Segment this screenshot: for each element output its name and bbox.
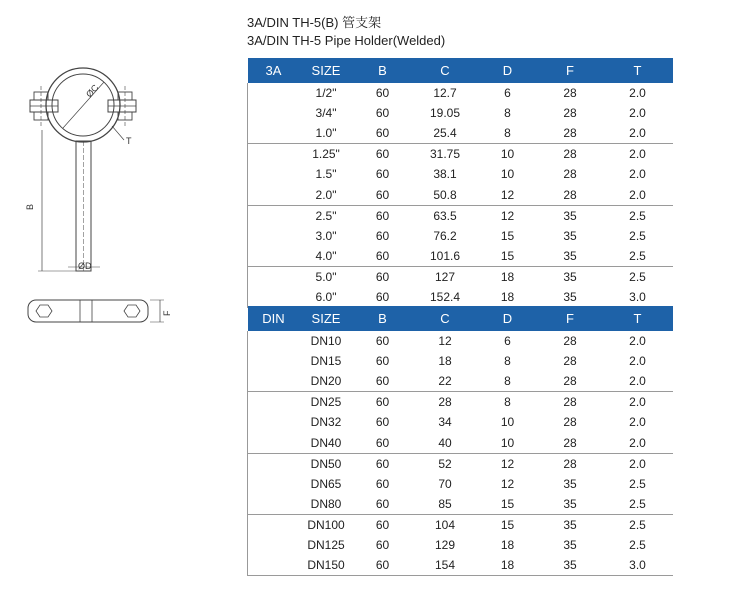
table-cell: 1.25"	[300, 144, 353, 165]
table-cell: 101.6	[429, 248, 461, 263]
table-cell: 18	[438, 354, 452, 369]
label-b: B	[25, 203, 35, 210]
table-cell: 60	[353, 555, 413, 576]
table-cell: 52	[413, 453, 478, 474]
table-cell	[248, 453, 300, 474]
table-cell: 35	[563, 537, 577, 552]
table-cell	[248, 123, 300, 144]
table-cell: 63.5	[413, 205, 478, 226]
table-cell: 2.0"	[315, 187, 337, 202]
table-cell: 60	[375, 86, 390, 101]
table-cell: DN20	[310, 374, 342, 389]
table-cell: 2.0	[603, 144, 673, 165]
header-t: T	[603, 58, 673, 83]
table-row	[248, 184, 673, 205]
table-cell: 2.5	[629, 496, 646, 511]
table-cell: 60	[375, 374, 390, 389]
table-cell: 35	[563, 476, 577, 491]
table-cell: 3/4"	[315, 106, 337, 121]
table-cell: 2.0	[603, 392, 673, 413]
table-cell: 28	[538, 144, 603, 165]
table-cell: 60	[353, 287, 413, 308]
table-cell: 76.2	[433, 228, 457, 243]
table-cell	[248, 474, 300, 494]
table-cell: 35	[538, 287, 603, 308]
table-cell: 127	[413, 266, 478, 287]
table-cell: 60	[375, 248, 390, 263]
table-cell: DN40	[310, 435, 342, 450]
table-cell: 4.0"	[315, 248, 337, 263]
table-cell: 22	[438, 374, 452, 389]
table-cell: 12	[478, 453, 538, 474]
header-size: SIZE	[300, 306, 353, 331]
table-cell	[248, 331, 300, 351]
table-cell: 10	[478, 144, 538, 165]
table-row	[248, 123, 673, 144]
table-cell: 18	[478, 555, 538, 576]
table-cell: 35	[563, 496, 577, 511]
bottom-view-hole-left	[36, 305, 52, 317]
table-din	[247, 306, 673, 576]
table-cell: DN50	[300, 453, 353, 474]
table-row	[248, 494, 673, 515]
table-cell: 60	[375, 167, 390, 182]
bottom-view-strap	[28, 300, 148, 322]
ring-inner	[52, 74, 114, 136]
table-cell: 15	[500, 496, 515, 511]
header-standard: DIN	[248, 306, 300, 331]
table-cell: 12.7	[433, 86, 457, 101]
table-cell: 2.0	[629, 334, 646, 349]
table-cell: DN10	[310, 334, 342, 349]
table-cell: 28	[563, 354, 577, 369]
table-cell: 12	[500, 476, 515, 491]
table-din-header-row	[248, 306, 673, 331]
table-cell: 28	[563, 415, 577, 430]
table-cell: 129	[434, 537, 456, 552]
title-english: 3A/DIN TH-5 Pipe Holder(Welded)	[247, 33, 446, 48]
table-cell	[248, 287, 300, 308]
table-cell: 60	[353, 514, 413, 535]
table-cell: 2.5	[629, 248, 646, 263]
table-cell: 28	[538, 453, 603, 474]
table-cell	[248, 226, 300, 246]
table-cell: 2.5	[603, 266, 673, 287]
table-cell: 70	[438, 476, 452, 491]
table-row	[248, 246, 673, 267]
header-d: D	[478, 58, 538, 83]
table-row	[248, 371, 673, 392]
table-row	[248, 205, 673, 226]
table-cell: 8	[504, 106, 511, 121]
table-row	[248, 164, 673, 184]
table-cell: 2.5	[629, 476, 646, 491]
table-cell: 8	[504, 374, 511, 389]
pipe-holder-drawing	[20, 60, 220, 360]
table-cell: 60	[375, 126, 390, 141]
table-cell: 12	[500, 187, 515, 202]
table-cell: 60	[353, 266, 413, 287]
table-cell: 2.0	[629, 415, 646, 430]
table-cell: 2.5	[603, 205, 673, 226]
table-din-body	[248, 331, 673, 576]
table-cell: 50.8	[433, 187, 457, 202]
table-cell: 15	[500, 248, 515, 263]
table-cell: DN100	[300, 514, 353, 535]
table-cell: 60	[375, 334, 390, 349]
header-f: F	[538, 306, 603, 331]
table-3a	[247, 58, 673, 308]
table-cell: 28	[563, 435, 577, 450]
table-cell: 18	[500, 537, 515, 552]
header-standard: 3A	[248, 58, 300, 83]
table-cell: 28	[563, 167, 577, 182]
table-cell: 18	[478, 266, 538, 287]
table-cell: DN80	[310, 496, 342, 511]
table-cell: 40	[438, 435, 452, 450]
table-row	[248, 412, 673, 432]
table-cell: 60	[375, 537, 390, 552]
table-row	[248, 331, 673, 351]
table-3a-header-row	[248, 58, 673, 83]
header-f: F	[538, 58, 603, 83]
label-diameter-c: ØC	[84, 82, 101, 100]
table-cell: 25.4	[433, 126, 457, 141]
table-row	[248, 392, 673, 413]
table-cell: DN125	[307, 537, 345, 552]
table-cell: 6	[504, 334, 511, 349]
table-cell: 2.5"	[300, 205, 353, 226]
header-t: T	[603, 306, 673, 331]
table-cell: 2.0	[629, 435, 646, 450]
table-cell	[248, 144, 300, 165]
table-cell: 60	[375, 228, 390, 243]
table-cell	[248, 184, 300, 205]
table-cell	[248, 103, 300, 123]
table-row	[248, 351, 673, 371]
table-cell: 8	[504, 126, 511, 141]
table-cell: 10	[500, 435, 515, 450]
table-cell: 31.75	[413, 144, 478, 165]
table-cell	[248, 164, 300, 184]
table-cell: 6.0"	[300, 287, 353, 308]
table-cell: 35	[563, 248, 577, 263]
table-cell: 8	[478, 392, 538, 413]
table-cell: 35	[538, 266, 603, 287]
header-c: C	[413, 58, 478, 83]
table-cell: 1.5"	[315, 167, 337, 182]
table-cell: 10	[500, 167, 515, 182]
header-c: C	[413, 306, 478, 331]
table-row	[248, 144, 673, 165]
table-cell: 2.5	[629, 228, 646, 243]
table-cell: 60	[353, 144, 413, 165]
table-cell	[248, 205, 300, 226]
table-cell: 28	[563, 106, 577, 121]
table-cell: 35	[563, 228, 577, 243]
table-cell: 35	[538, 514, 603, 535]
table-cell: 2.0	[629, 106, 646, 121]
table-cell: 2.0	[629, 167, 646, 182]
table-cell: 60	[375, 106, 390, 121]
table-cell: 60	[375, 476, 390, 491]
table-cell	[248, 432, 300, 453]
table-cell: 35	[538, 555, 603, 576]
table-cell: 85	[438, 496, 452, 511]
table-cell: 154	[413, 555, 478, 576]
table-cell: 34	[438, 415, 452, 430]
table-cell	[248, 351, 300, 371]
table-cell: 2.0	[629, 187, 646, 202]
table-row	[248, 555, 673, 576]
table-row	[248, 83, 673, 103]
title-chinese: 3A/DIN TH-5(B) 管支架	[247, 15, 382, 30]
table-cell: 19.05	[429, 106, 461, 121]
table-cell: 28	[413, 392, 478, 413]
table-cell: DN25	[300, 392, 353, 413]
table-cell: 12	[478, 205, 538, 226]
table-cell: 6	[504, 86, 511, 101]
table-cell: 5.0"	[300, 266, 353, 287]
table-cell: 60	[375, 415, 390, 430]
label-diameter-d: ØD	[78, 261, 92, 271]
table-cell: 2.0	[629, 374, 646, 389]
label-f: F	[162, 310, 172, 316]
table-cell: 28	[563, 374, 577, 389]
table-cell: DN32	[310, 415, 342, 430]
table-row	[248, 432, 673, 453]
table-cell: 3.0	[603, 287, 673, 308]
table-cell: DN65	[310, 476, 342, 491]
table-cell: 2.0	[629, 126, 646, 141]
header-size: SIZE	[300, 58, 353, 83]
table-cell: 15	[500, 228, 515, 243]
table-cell	[248, 371, 300, 392]
table-cell	[248, 494, 300, 515]
table-row	[248, 287, 673, 308]
table-cell	[248, 266, 300, 287]
table-row	[248, 514, 673, 535]
table-cell: 60	[375, 496, 390, 511]
table-cell: 2.5	[629, 537, 646, 552]
table-cell: 60	[375, 354, 390, 369]
table-cell: DN15	[310, 354, 342, 369]
table-cell: 1/2"	[315, 86, 337, 101]
table-cell: 2.0	[629, 354, 646, 369]
table-cell	[248, 514, 300, 535]
table-row	[248, 266, 673, 287]
table-cell: 15	[478, 514, 538, 535]
table-cell: 152.4	[413, 287, 478, 308]
table-cell	[248, 246, 300, 267]
table-cell	[248, 412, 300, 432]
table-cell: 3.0"	[315, 228, 337, 243]
label-t: T	[126, 136, 132, 146]
table-cell: 28	[563, 86, 577, 101]
table-cell: 12	[438, 334, 452, 349]
table-cell: 3.0	[603, 555, 673, 576]
table-cell: 28	[563, 334, 577, 349]
table-cell: 60	[375, 435, 390, 450]
table-cell: 60	[353, 205, 413, 226]
table-cell: 104	[413, 514, 478, 535]
bottom-view-hole-right	[124, 305, 140, 317]
table-cell: 28	[563, 126, 577, 141]
table-cell	[248, 555, 300, 576]
table-cell: 60	[353, 453, 413, 474]
table-row	[248, 226, 673, 246]
ring-outer	[46, 68, 120, 142]
table-cell: 38.1	[433, 167, 457, 182]
table-cell: 35	[538, 205, 603, 226]
table-cell: 8	[504, 354, 511, 369]
table-row	[248, 535, 673, 555]
table-cell: 1.0"	[315, 126, 337, 141]
table-cell: 2.5	[603, 514, 673, 535]
table-3a-body	[248, 83, 673, 308]
table-row	[248, 453, 673, 474]
table-cell: 28	[538, 392, 603, 413]
table-cell: 18	[478, 287, 538, 308]
table-cell: 10	[500, 415, 515, 430]
table-cell	[248, 83, 300, 103]
table-cell	[248, 535, 300, 555]
table-cell: 2.0	[629, 86, 646, 101]
table-cell: 60	[375, 187, 390, 202]
table-row	[248, 474, 673, 494]
table-cell: 28	[563, 187, 577, 202]
header-b: B	[353, 306, 413, 331]
table-row	[248, 103, 673, 123]
table-cell	[248, 392, 300, 413]
table-cell: 2.0	[603, 453, 673, 474]
table-cell: 60	[353, 392, 413, 413]
header-d: D	[478, 306, 538, 331]
header-b: B	[353, 58, 413, 83]
table-cell: DN150	[300, 555, 353, 576]
